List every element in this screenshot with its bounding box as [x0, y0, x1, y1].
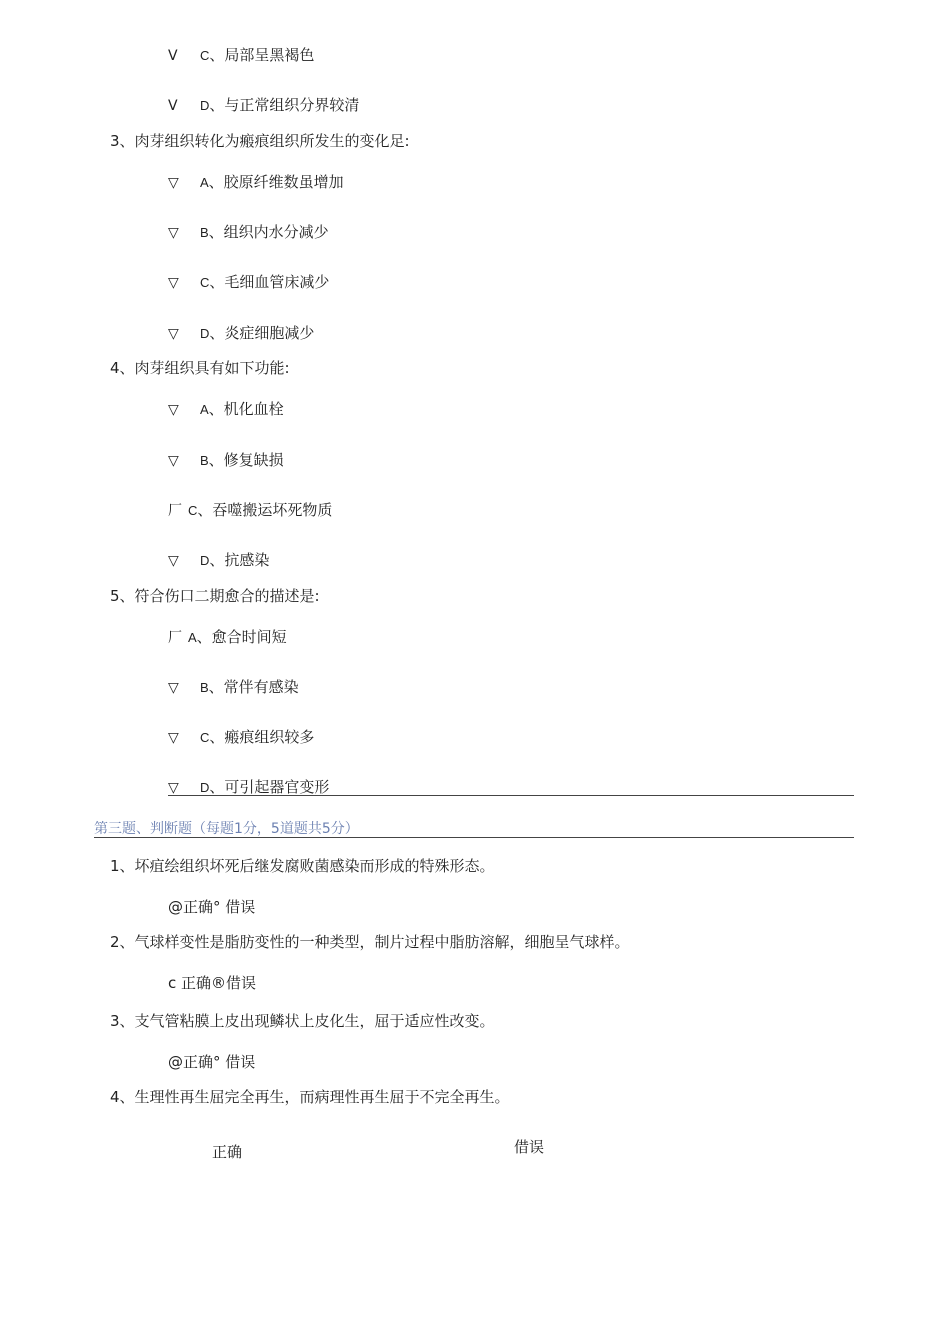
- q3-option-d[interactable]: ▽ D、炎症细胞减少: [168, 324, 315, 342]
- q3-option-c[interactable]: ▽ C、毛细血管床减少: [168, 273, 330, 291]
- q3-option-a[interactable]: ▽ A、胶原纤维数虽增加: [168, 173, 344, 191]
- tf-question-3: 3、支气管粘膜上皮出现鳞状上皮化生，屈于适应性改变。: [110, 1012, 495, 1030]
- tf-question-4: 4、生理性再生屈完全再生，而病理性再生屈于不完全再生。: [110, 1088, 510, 1106]
- checkbox-marker[interactable]: ▽: [168, 326, 179, 342]
- q5-option-a[interactable]: 厂 A、愈合时间短: [168, 628, 287, 646]
- q4-option-a[interactable]: ▽ A、机化血栓: [168, 400, 284, 418]
- q2-option-d[interactable]: V D、与正常组织分界较清: [168, 96, 360, 114]
- radio-marker[interactable]: V: [168, 48, 178, 64]
- q3-option-b[interactable]: ▽ B、组织内水分减少: [168, 223, 329, 241]
- checkbox-marker[interactable]: ▽: [168, 780, 179, 796]
- checkbox-marker[interactable]: ▽: [168, 402, 179, 418]
- tf-answer-2[interactable]: c 正确®借误: [168, 974, 257, 992]
- q4-option-d[interactable]: ▽ D、抗感染: [168, 551, 270, 569]
- q4-question: 4、肉芽组织具有如下功能:: [110, 359, 290, 377]
- checkbox-marker[interactable]: ▽: [168, 225, 179, 241]
- q2-option-c[interactable]: V C、局部呈黑褐色: [168, 46, 315, 64]
- section-bottom-rule: [94, 837, 854, 838]
- tf-answer-4-true[interactable]: 正确: [212, 1143, 243, 1161]
- checkbox-marker[interactable]: 厂: [168, 503, 182, 519]
- section-title: 第三题、判断题（每题1分，5道题共5分）: [94, 821, 359, 837]
- checkbox-marker[interactable]: ▽: [168, 275, 179, 291]
- checkbox-marker[interactable]: ▽: [168, 680, 179, 696]
- tf-answer-3[interactable]: @正确° 借误: [168, 1053, 256, 1071]
- checkbox-marker[interactable]: ▽: [168, 553, 179, 569]
- tf-answer-4-false[interactable]: 借误: [514, 1138, 545, 1156]
- q4-option-b[interactable]: ▽ B、修复缺损: [168, 451, 284, 469]
- q3-question: 3、肉芽组织转化为瘢痕组织所发生的变化足:: [110, 132, 410, 150]
- checkbox-marker[interactable]: ▽: [168, 453, 179, 469]
- q5-option-d[interactable]: ▽ D、可引起器官变形: [168, 778, 330, 796]
- checkbox-marker[interactable]: ▽: [168, 730, 179, 746]
- tf-answer-1[interactable]: @正确° 借误: [168, 898, 256, 916]
- q5-question: 5、符合伤口二期愈合的描述是:: [110, 587, 320, 605]
- checkbox-marker[interactable]: 厂: [168, 630, 182, 646]
- tf-question-2: 2、气球样变性是脂肪变性的一种类型，制片过程中脂肪溶解，细胞呈气球样。: [110, 933, 630, 951]
- q5-option-b[interactable]: ▽ B、常伴有感染: [168, 678, 299, 696]
- checkbox-marker[interactable]: ▽: [168, 175, 179, 191]
- radio-marker[interactable]: V: [168, 98, 178, 114]
- q5-option-c[interactable]: ▽ C、瘢痕组织较多: [168, 728, 315, 746]
- section-top-rule: [168, 795, 854, 796]
- q4-option-c[interactable]: 厂 C、吞噬搬运坏死物质: [168, 501, 333, 519]
- tf-question-1: 1、坏疽绘组织坏死后继发腐败菌感染而形成的特殊形态。: [110, 857, 495, 875]
